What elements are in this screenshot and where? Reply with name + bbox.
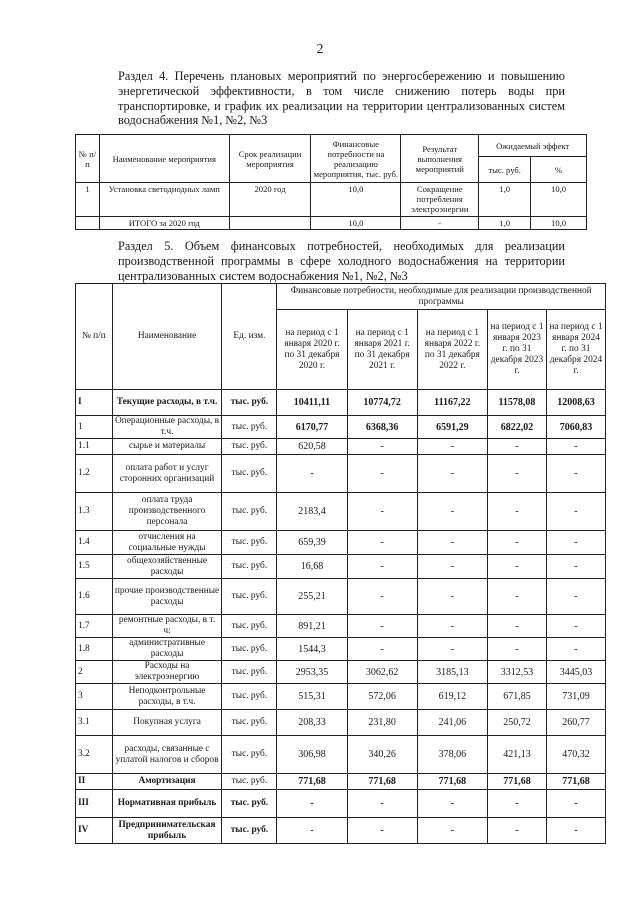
cell-name: Амортизация [112,774,222,790]
table-row [76,818,606,844]
cell-value: 731,09 [546,684,605,710]
cell-value: - [277,455,347,493]
cell-value: 3445,03 [546,661,605,684]
cell-value: - [487,790,546,818]
cell-name: расходы, связанные с уплатой налогов и сборов [112,736,222,774]
cell-num: 1.8 [76,638,113,661]
cell-value: - [347,579,417,615]
cell-value: 11167,22 [417,390,487,416]
cell-value: - [347,493,417,531]
cell-value: 340,26 [347,736,417,774]
cell-value: 250,72 [487,710,546,736]
total-effect-pct: 10,0 [531,217,587,230]
cell-value: - [546,818,605,844]
header-term: Срок реализации мероприятия [229,135,311,183]
cell-value: - [546,493,605,531]
cell-value: - [417,790,487,818]
cell-value: 891,21 [277,615,347,638]
cell-value: - [347,790,417,818]
cell-value: - [546,638,605,661]
cell-num: 1 [76,183,100,217]
cell-value: - [546,531,605,555]
table-row [76,531,606,555]
cell-value: 306,98 [277,736,347,774]
section5-heading [80,239,565,283]
cell-num: 3 [76,684,113,710]
cell-unit: тыс. руб. [222,493,277,531]
cell-value: 771,68 [417,774,487,790]
cell-value: - [487,439,546,455]
cell-value: 671,85 [487,684,546,710]
cell-value: - [487,555,546,579]
cell-value: - [546,579,605,615]
cell-name: Текущие расходы, в т.ч. [112,390,222,416]
table-row [76,638,606,661]
cell-name: прочие производственные расходы [112,579,222,615]
cell-value: 515,31 [277,684,347,710]
section4-text: Раздел 4. Перечень плановых мероприятий по энергосбережению и повышению энергетической эффективности, в том числе снижению потерь воды при транспортировке, и график их реализации на территории централизованных систем водоснабжения №1, №2, №3 [118,69,565,128]
table-total-row [76,217,587,230]
cell-unit: тыс. руб. [222,390,277,416]
cell-unit: тыс. руб. [222,818,277,844]
cell-finance: 10,0 [311,183,401,217]
table-row [76,774,606,790]
cell-unit: тыс. руб. [222,638,277,661]
cell-unit: тыс. руб. [222,416,277,439]
cell-value: - [417,493,487,531]
cell-value: - [417,455,487,493]
table-row [76,736,606,774]
table-row [76,416,606,439]
cell-value: 619,12 [417,684,487,710]
cell-num: 1.1 [76,439,113,455]
cell-name: оплата труда производственного персонала [112,493,222,531]
cell-name: Расходы на электроэнергию [112,661,222,684]
cell-value: - [487,455,546,493]
cell-name: Операционные расходы, в т.ч. [112,416,222,439]
table-row [76,684,606,710]
cell-value: 470,32 [546,736,605,774]
table-row [76,493,606,531]
cell-value: 6368,36 [347,416,417,439]
cell-value: 16,68 [277,555,347,579]
cell-value: 620,58 [277,439,347,455]
cell-value: 3185,13 [417,661,487,684]
cell-value: - [347,555,417,579]
cell-effect-rub: 1,0 [479,183,531,217]
cell-name: ремонтные расходы, в т. ч: [112,615,222,638]
cell-name: общехозяйственные расходы [112,555,222,579]
cell-name: административные расходы [112,638,222,661]
cell-unit: тыс. руб. [222,455,277,493]
cell-value: 1544,3 [277,638,347,661]
cell-value: - [347,818,417,844]
cell-value: 378,06 [417,736,487,774]
cell-value: 572,06 [347,684,417,710]
cell-value: - [546,615,605,638]
cell-value: 771,68 [487,774,546,790]
cell-value: - [487,818,546,844]
cell-num: II [76,774,113,790]
cell-num: IV [76,818,113,844]
cell-unit: тыс. руб. [222,579,277,615]
cell-value: 7060,83 [546,416,605,439]
cell-value: 208,33 [277,710,347,736]
section4-table [75,134,587,230]
cell-num: 3.2 [76,736,113,774]
table-row [76,579,606,615]
cell-value: - [546,555,605,579]
cell-num: 1 [76,416,113,439]
cell-value: 260,77 [546,710,605,736]
cell-num: III [76,790,113,818]
cell-unit: тыс. руб. [222,790,277,818]
header-name: Наименование [112,284,222,390]
table-header-row [76,284,606,310]
table-row [76,790,606,818]
cell-value: 771,68 [546,774,605,790]
cell-unit: тыс. руб. [222,710,277,736]
cell-value: 255,21 [277,579,347,615]
cell-value: - [347,455,417,493]
cell-name: Покупная услуга [112,710,222,736]
cell-name: отчисления на социальные нужды [112,531,222,555]
cell-num: 2 [76,661,113,684]
cell-name: сырье и материалы [112,439,222,455]
cell-value: - [487,638,546,661]
section4-heading [80,69,565,128]
header-period: на период с 1 января 2020 г. по 31 декабря 2020 г. [277,310,347,390]
table-row [76,183,587,217]
cell-value: - [487,531,546,555]
cell-unit: тыс. руб. [222,684,277,710]
cell-value: - [417,555,487,579]
cell-name: оплата работ и услуг сторонних организаций [112,455,222,493]
cell-unit: тыс. руб. [222,439,277,455]
cell-num: 1.6 [76,579,113,615]
header-finance-group: Финансовые потребности, необходимые для реализации производственной программы [277,284,606,310]
cell-value: 12008,63 [546,390,605,416]
table-header-row [76,135,587,157]
header-effect-rub: тыс. руб. [479,157,531,183]
cell-term: 2020 год [229,183,311,217]
cell-unit: тыс. руб. [222,736,277,774]
cell-unit: тыс. руб. [222,531,277,555]
cell-value: - [417,615,487,638]
cell-value: - [417,531,487,555]
total-result: - [401,217,479,230]
table-row [76,710,606,736]
cell-value: - [546,439,605,455]
cell-value: - [347,615,417,638]
cell-num: 3.1 [76,710,113,736]
cell-value: - [347,531,417,555]
cell-value: 6822,02 [487,416,546,439]
table-row [76,661,606,684]
cell-unit: тыс. руб. [222,615,277,638]
cell-effect-pct: 10,0 [531,183,587,217]
section5-text: Раздел 5. Объем финансовых потребностей, необходимых для реализации производственной программы в сфере холодного водоснабжения на территории централизованных систем водоснабжения №1, №2, №3 [118,239,565,283]
cell-value: - [546,790,605,818]
table-row [76,615,606,638]
cell-value: - [347,439,417,455]
cell-value: 421,13 [487,736,546,774]
cell-value: 3312,53 [487,661,546,684]
header-effect: Ожидаемый эффект [479,135,587,157]
cell-value: 771,68 [277,774,347,790]
cell-unit: тыс. руб. [222,555,277,579]
cell-value: - [487,579,546,615]
cell-unit: тыс. руб. [222,774,277,790]
cell-value: - [487,615,546,638]
header-result: Результат выполнения мероприятий [401,135,479,183]
cell-value: - [417,439,487,455]
header-num: № п/п [76,284,113,390]
cell-name: Установка светодиодных ламп [99,183,229,217]
cell-value: 10774,72 [347,390,417,416]
cell-value: - [487,493,546,531]
cell-value: - [347,638,417,661]
cell-value: 659,39 [277,531,347,555]
table-row [76,555,606,579]
cell-value: - [417,638,487,661]
cell-value: 2953,35 [277,661,347,684]
total-finance: 10,0 [311,217,401,230]
cell-value: 241,06 [417,710,487,736]
cell-value: 6591,29 [417,416,487,439]
header-period: на период с 1 января 2021 г. по 31 декабря 2021 г. [347,310,417,390]
cell-name: Предпринимательская прибыль [112,818,222,844]
cell-name: Неподконтрольные расходы, в т.ч. [112,684,222,710]
cell-num: 1.5 [76,555,113,579]
cell-value: - [277,790,347,818]
cell-value: - [277,818,347,844]
header-period: на период с 1 января 2023 г. по 31 декабря 2023 г. [487,310,546,390]
section5-table [75,283,606,844]
cell-value: 771,68 [347,774,417,790]
header-num: № п/п [76,135,100,183]
cell-num: 1.4 [76,531,113,555]
cell-value: 11578,08 [487,390,546,416]
header-period: на период с 1 января 2022 г. по 31 декабря 2022 г. [417,310,487,390]
cell-num: I [76,390,113,416]
cell-value: 3062,62 [347,661,417,684]
cell-name: Нормативная прибыль [112,790,222,818]
cell-num: 1.7 [76,615,113,638]
cell-value: 6170,77 [277,416,347,439]
header-effect-pct: % [531,157,587,183]
total-effect-rub: 1,0 [479,217,531,230]
cell-value: - [417,579,487,615]
cell-result: Сокращение потребления электроэнергии [401,183,479,217]
cell-value: - [546,455,605,493]
cell-value: - [417,818,487,844]
cell-value: 10411,11 [277,390,347,416]
table-row [76,439,606,455]
cell-num: 1.3 [76,493,113,531]
header-finance: Финансовые потребности на реализацию мероприятия, тыс. руб. [311,135,401,183]
header-unit: Ед. изм. [222,284,277,390]
cell-value: 2183,4 [277,493,347,531]
total-label: ИТОГО за 2020 год [99,217,229,230]
page-number: 2 [316,42,324,57]
header-name: Наименование мероприятия [99,135,229,183]
table-row [76,455,606,493]
header-period: на период с 1 января 2024 г. по 31 декабря 2024 г. [546,310,605,390]
cell-unit: тыс. руб. [222,661,277,684]
table-row [76,390,606,416]
cell-num: 1.2 [76,455,113,493]
cell-value: 231,80 [347,710,417,736]
